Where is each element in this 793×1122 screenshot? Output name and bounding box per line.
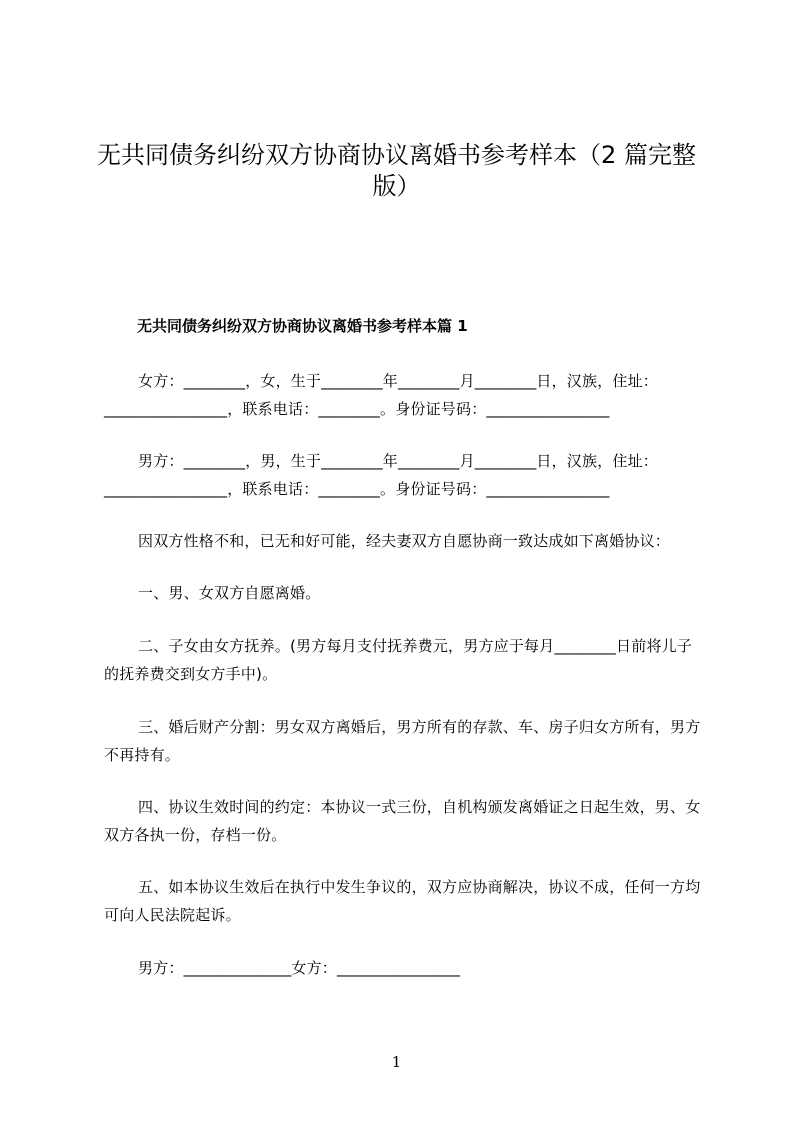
party-male-info: 男方：________，男，生于________年________月________日，汉族，住址：________________，联系电话：________。身份证号码：________________ bbox=[104, 452, 659, 498]
page-number: 1 bbox=[391, 1053, 402, 1071]
signature-line: 男方：______________女方：________________ bbox=[138, 959, 461, 977]
party-female-info: 女方：________，女，生于________年________月________日，汉族，住址：________________，联系电话：________。身份证号码：________________ bbox=[104, 372, 659, 418]
clause-2-child-custody: 二、子女由女方抚养。(男方每月支付抚养费元，男方应于每月________日前将儿子的抚养费交到女方手中)。 bbox=[104, 637, 693, 683]
document-title: 无共同债务纠纷双方协商协议离婚书参考样本（2 篇完整版） bbox=[97, 141, 696, 200]
clause-4-effective-date: 四、协议生效时间的约定：本协议一式三份，自机构颁发离婚证之日起生效，男、女双方各执一份，存档一份。 bbox=[104, 798, 701, 844]
clause-1-divorce: 一、男、女双方自愿离婚。 bbox=[138, 584, 321, 602]
clause-3-property-division: 三、婚后财产分割：男女双方离婚后，男方所有的存款、车、房子归女方所有，男方不再持有。 bbox=[104, 718, 701, 764]
agreement-preamble: 因双方性格不和，已无和好可能，经夫妻双方自愿协商一致达成如下离婚协议： bbox=[138, 532, 671, 550]
clause-5-dispute-resolution: 五、如本协议生效后在执行中发生争议的，双方应协商解决，协议不成，任何一方均可向人民法院起诉。 bbox=[104, 878, 701, 924]
section-heading: 无共同债务纠纷双方协商协议离婚书参考样本篇 1 bbox=[137, 317, 468, 335]
